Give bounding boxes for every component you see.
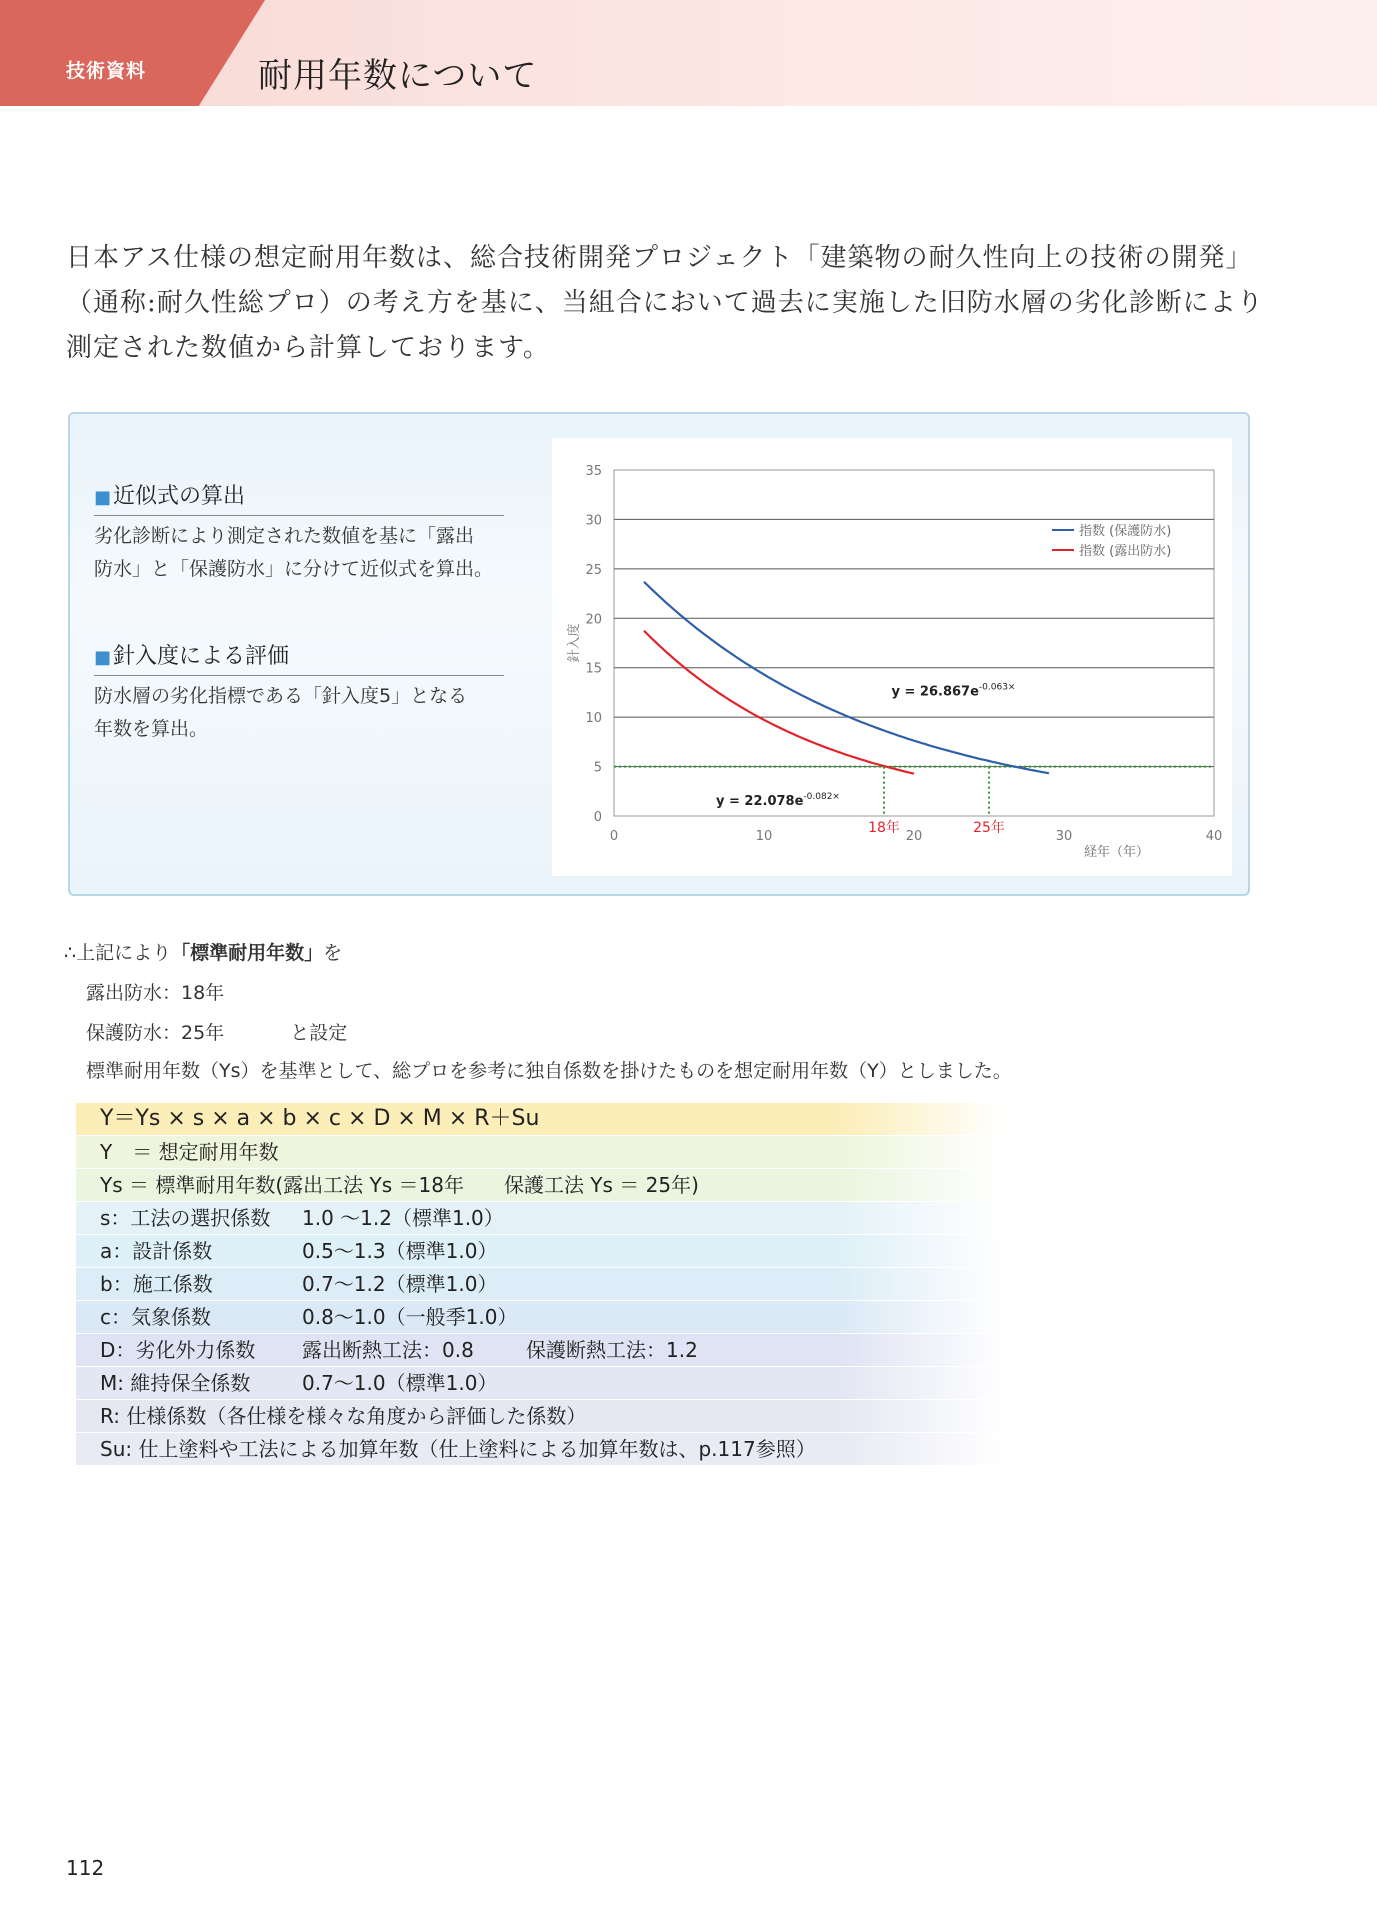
formula-cell: 0.5～1.3（標準1.0）: [302, 1239, 498, 1263]
result-suffix: を: [323, 942, 343, 964]
formula-row: [76, 1169, 1006, 1201]
formula-cell: D：劣化外力係数: [100, 1338, 256, 1362]
formula-cell: Y ＝ 想定耐用年数: [100, 1140, 279, 1164]
intro-paragraph: [66, 236, 1286, 371]
y-tick-label: 20: [585, 612, 602, 628]
x-axis-label: 経年（年）: [1083, 845, 1150, 860]
formula-cell: 保護断熱工法：1.2: [526, 1338, 698, 1362]
formula-cell: R: 仕様係数（各仕様を様々な角度から評価した係数）: [100, 1404, 587, 1428]
x-tick-label: 30: [1055, 829, 1073, 844]
exposed-equation: [716, 792, 840, 809]
y-tick-label: 15: [585, 661, 602, 677]
approximation-info-box: [68, 412, 1250, 896]
formula-cell: Ys ＝ 標準耐用年数(露出工法 Ys ＝18年 保護工法 Ys ＝ 25年): [100, 1173, 699, 1197]
section-tag: [0, 0, 265, 106]
formula-cell: Su: 仕上塗料や工法による加算年数（仕上塗料による加算年数は、p.117参照）: [100, 1437, 816, 1461]
y-tick-label: 0: [593, 810, 602, 825]
formula-row: [76, 1433, 1006, 1465]
approximation-section: [94, 482, 504, 586]
legend-label: 指数 (露出防水): [1079, 544, 1172, 559]
formula-main: [76, 1103, 1006, 1135]
formula-cell: 露出断熱工法：0.8: [302, 1338, 474, 1362]
formula-row: [76, 1367, 1006, 1399]
protected-equation: [892, 682, 1016, 699]
penetration-section: [94, 642, 504, 746]
result-protected-value: 保護防水：25年: [86, 1022, 225, 1044]
page-title: 耐用年数について: [258, 56, 538, 96]
formula-cell: s：工法の選択係数: [100, 1206, 271, 1230]
formula-cell: 1.0 ～1.2（標準1.0）: [302, 1206, 504, 1230]
x-tick-label: 20: [905, 829, 923, 844]
approximation-text-line: 防水」と「保護防水」に分けて近似式を算出。: [94, 558, 494, 580]
formula-row: [76, 1202, 1006, 1234]
y-axis-label: 針入度: [567, 623, 582, 663]
formula-cell: 0.7～1.2（標準1.0）: [302, 1272, 498, 1296]
year-marker-label: 18年: [868, 820, 900, 836]
section-tag-label: 技術資料: [66, 60, 147, 82]
penetration-text: [94, 680, 504, 746]
approximation-title: 近似式の算出: [113, 484, 246, 509]
intro-line: 測定された数値から計算しております。: [66, 333, 550, 363]
y-tick-label: 30: [585, 513, 602, 529]
formula-cell: 0.7～1.0（標準1.0）: [302, 1371, 498, 1395]
durability-chart: [552, 438, 1232, 876]
x-tick-label: 40: [1205, 829, 1223, 844]
page-number: 112: [66, 1856, 105, 1880]
approximation-text: [94, 520, 504, 586]
formula-cell: b：施工係数: [100, 1272, 213, 1296]
penetration-title: 針入度による評価: [113, 644, 290, 669]
y-tick-label: 5: [593, 760, 602, 776]
result-protected: [86, 1018, 347, 1045]
result-prefix: ∴上記により: [64, 942, 172, 964]
formula-cell: M: 維持保全係数: [100, 1371, 251, 1395]
legend-label: 指数 (保護防水): [1079, 524, 1172, 539]
y-tick-label: 10: [585, 711, 602, 727]
square-bullet-icon: ■: [94, 647, 112, 668]
penetration-heading: [94, 642, 504, 676]
result-bold: 「標準耐用年数」: [171, 942, 324, 964]
formula-cell: c：気象係数: [100, 1305, 211, 1329]
formula-row: [76, 1136, 1006, 1168]
intro-line: （通称:耐久性総プロ）の考え方を基に、当組合において過去に実施した旧防水層の劣化診断により: [66, 288, 1264, 318]
durability-chart-panel: [552, 438, 1232, 876]
formula-row: [76, 1301, 1006, 1333]
year-marker-label: 25年: [973, 820, 1005, 836]
y-tick-label: 35: [585, 464, 602, 479]
exposed-waterproof-curve: [644, 631, 914, 774]
equation-base: y = 22.078e: [716, 794, 804, 810]
approximation-text-line: 劣化診断により測定された数値を基に「露出: [94, 525, 475, 547]
equation-exponent: -0.082×: [803, 792, 840, 803]
page-header: [0, 0, 1377, 106]
y-tick-label: 25: [585, 562, 602, 578]
x-tick-label: 0: [609, 829, 619, 844]
protected-waterproof-curve: [644, 582, 1049, 774]
equation-base: y = 26.867e: [891, 684, 979, 700]
penetration-text-line: 防水層の劣化指標である「針入度5」となる: [94, 685, 468, 707]
equation-exponent: -0.063×: [978, 682, 1016, 693]
intro-line: 日本アス仕様の想定耐用年数は、総合技術開発プロジェクト「建築物の耐久性向上の技術の開発」: [66, 243, 1253, 273]
square-bullet-icon: ■: [94, 487, 112, 508]
formula-row: [76, 1268, 1006, 1300]
approximation-heading: [94, 482, 504, 516]
formula-cell: 0.8～1.0（一般季1.0）: [302, 1305, 518, 1329]
plot-area: [614, 470, 1214, 816]
result-line-1: [64, 938, 342, 965]
formula-cell: Y＝Ys × s × a × b × c × D × M × R＋Su: [100, 1106, 540, 1131]
formula-row: [76, 1400, 1006, 1432]
formula-row: [76, 1235, 1006, 1267]
result-setting: と設定: [290, 1022, 348, 1044]
formula-cell: a：設計係数: [100, 1239, 213, 1263]
formula-table: [76, 1103, 1006, 1466]
result-exposed: 露出防水：18年: [86, 982, 225, 1004]
x-tick-label: 10: [755, 829, 773, 844]
result-note: 標準耐用年数（Ys）を基準として、総プロを参考に独自係数を掛けたものを想定耐用年数（Y）としました。: [86, 1060, 1012, 1082]
formula-row: [76, 1334, 1006, 1366]
penetration-text-line: 年数を算出。: [94, 718, 209, 740]
